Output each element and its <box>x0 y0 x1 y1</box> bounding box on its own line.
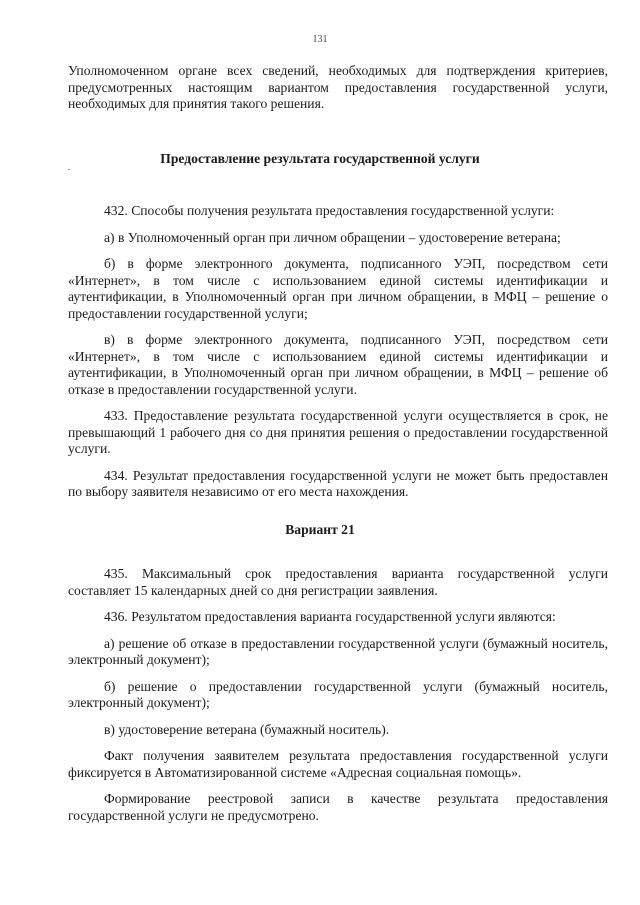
paragraph-436-a: а) решение об отказе в предоставлении государственной услуги (бумажный носитель, электронный документ); <box>68 635 608 667</box>
paragraph-fact: Факт получения заявителем результата предоставления государственной услуги фиксируется в Автоматизированной системе «Адресная социальная помощь». <box>68 748 608 780</box>
section-heading: Предоставление результата государственной услуги <box>160 151 480 166</box>
paragraph-432-a: а) в Уполномоченный орган при личном обращении – удостоверение ветерана; <box>104 229 561 245</box>
paragraph-435: 435. Максимальный срок предоставления варианта государственной услуги составляет 15 календарных дней со дня регистрации заявления. <box>68 566 608 598</box>
variant-body <box>68 566 608 824</box>
paragraph-436: 436. Результатом предоставления варианта государственной услуги являются: <box>104 609 556 624</box>
paragraph-432-b: б) в форме электронного документа, подписанного УЭП, посредством сети «Интернет», в том числе с использованием единой системы идентификации и аутентификации, в Уполномоченный орган при личном обращении, в МФЦ – решение о предоставлении государственной услуги; <box>68 256 608 321</box>
paragraph-432-v: в) в форме электронного документа, подписанного УЭП, посредством сети «Интернет», в том числе с использованием единой системы идентификации и аутентификации, в Уполномоченный орган при личном обращении, в МФЦ – решение об отказе в предоставлении государственной услуги. <box>68 332 608 397</box>
variant-heading: Вариант 21 <box>285 522 355 537</box>
page-number: 131 <box>312 34 328 45</box>
paragraph-registry: Формирование реестровой записи в качестве результата предоставления государственной услуги не предусмотрено. <box>68 791 608 823</box>
paragraph-434: 434. Результат предоставления государственной услуги не может быть предоставлен по выбору заявителя независимо от его места нахождения. <box>68 467 608 499</box>
scan-mark <box>68 169 70 170</box>
paragraph-432: 432. Способы получения результата предоставления государственной услуги: <box>104 203 555 218</box>
section-body <box>68 203 608 501</box>
paragraph-433: 433. Предоставление результата государственной услуги осуществляется в срок, не превышающий 1 рабочего дня со дня принятия решения о предоставлении государственной услуги. <box>68 408 608 456</box>
paragraph-436-v: в) удостоверение ветерана (бумажный носитель). <box>104 721 390 737</box>
paragraph-436-b: б) решение о предоставлении государственной услуги (бумажный носитель, электронный документ); <box>68 678 608 710</box>
intro-paragraph: Уполномоченном органе всех сведений, необходимых для подтверждения критериев, предусмотренных настоящим вариантом предоставления государственной услуги, необходимых для принятия такого решения. <box>68 63 608 111</box>
intro-block <box>68 63 608 113</box>
